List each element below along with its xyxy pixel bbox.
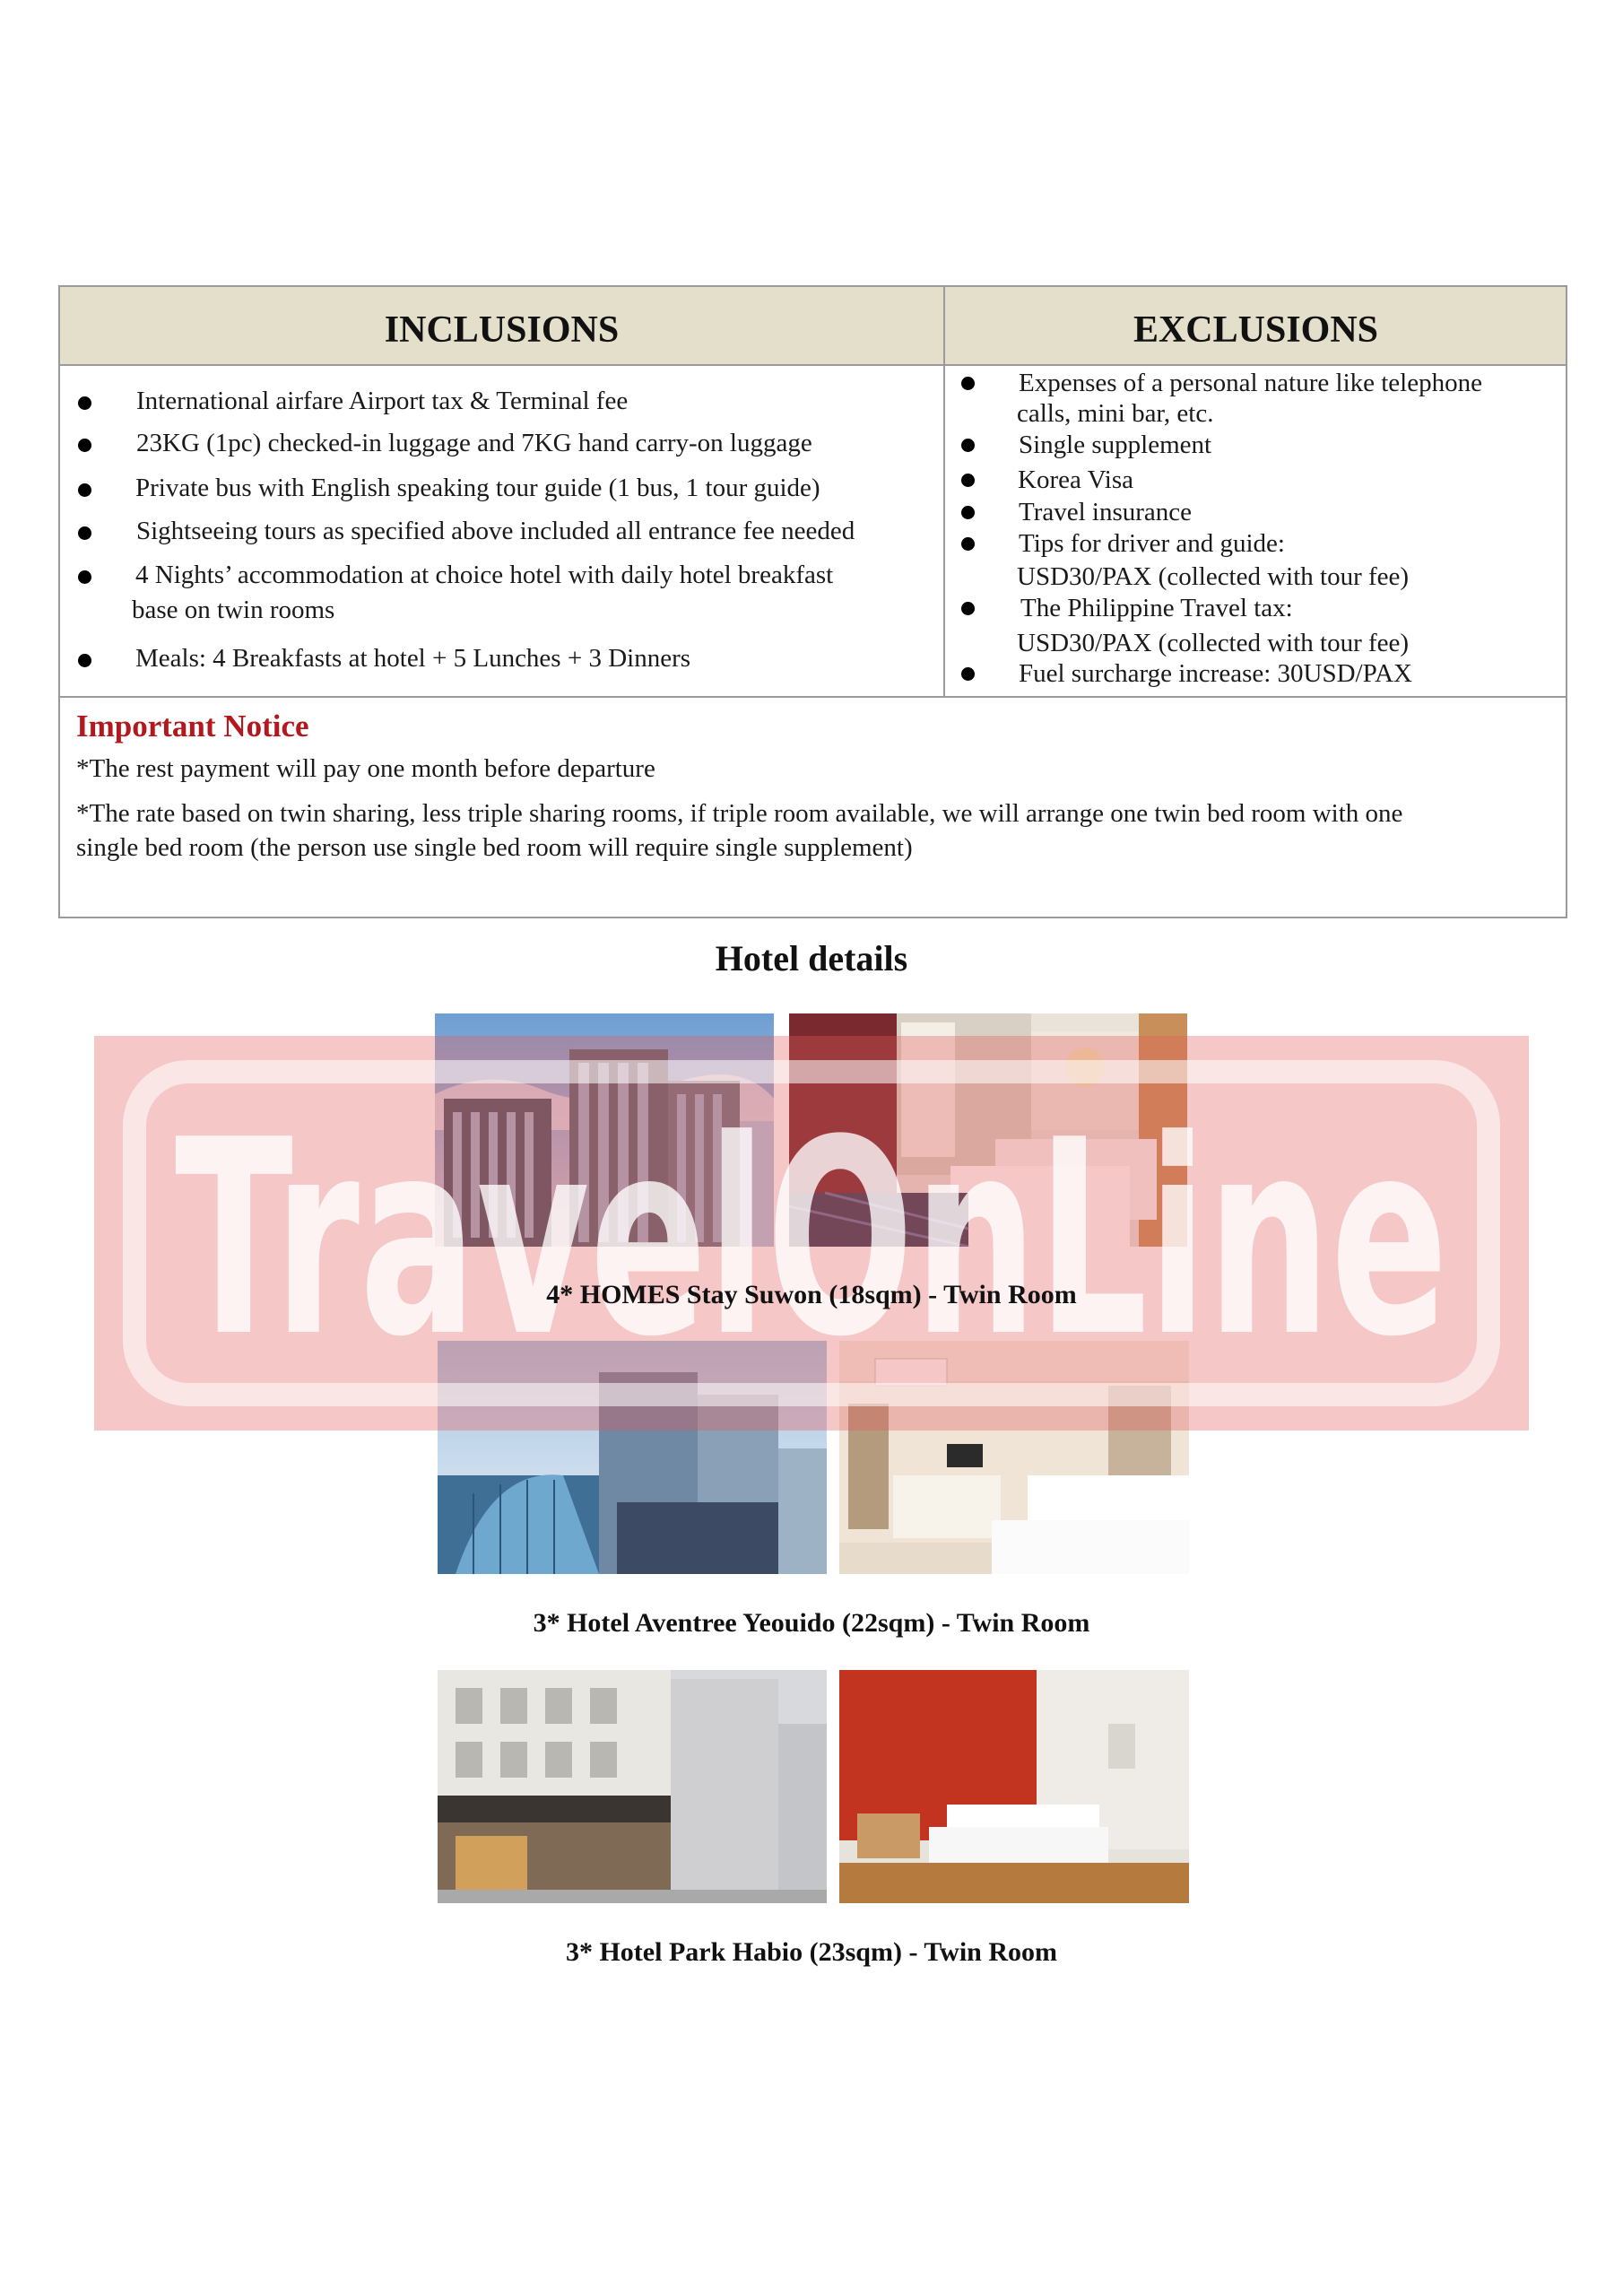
inclusions-list: International airfare Airport tax & Terminal fee 23KG (1pc) checked-in luggage and 7KG hand carry-on luggage Private bus with English speaking tour guide (1 bus, 1 tour guide) Sightseeing tours as specified above included all entrance fee needed 4 Nights’ accommodation at choice hotel with daily hotel breakfast base on twin rooms Meals: 4 Breakfasts at hotel + 5 Lunches + 3 Dinners: [78, 366, 939, 693]
bullet-icon: [961, 506, 975, 519]
bullet-icon: [961, 537, 975, 551]
hotel-exterior-photo: [438, 1670, 827, 1903]
hotel-caption: 4* HOMES Stay Suwon (18sqm) - Twin Room: [546, 1280, 1077, 1309]
bullet-icon: [78, 570, 91, 584]
hotel-room-photo: [839, 1341, 1189, 1574]
exclusions-heading: EXCLUSIONS: [1133, 309, 1379, 351]
bullet-icon: [78, 654, 91, 667]
row-divider: [60, 696, 1566, 698]
bullet-icon: [78, 396, 91, 410]
exclusions-list: Expenses of a personal nature like telephone calls, mini bar, etc. Single supplement Korea Visa Travel insurance Tips for driver and guide: USD30/PAX (collected with tour fee) The Philippine Travel tax: USD30/PAX (collected with tour fee) Fuel surcharge increase: 30USD/PAX: [961, 366, 1562, 696]
bullet-icon: [78, 483, 91, 497]
notice-line: single bed room (the person use single bed room will require single supplement): [76, 833, 913, 862]
bullet-icon: [78, 526, 91, 540]
inclusions-exclusions-table: [58, 285, 1567, 918]
hotel-details-title: Hotel details: [715, 938, 908, 978]
hotel-room-photo: [789, 1013, 1187, 1247]
notice-title: Important Notice: [76, 709, 309, 744]
bullet-icon: [78, 439, 91, 452]
hotel-caption: 3* Hotel Aventree Yeouido (22sqm) - Twin Room: [533, 1608, 1090, 1638]
bullet-icon: [961, 667, 975, 681]
notice-line: *The rate based on twin sharing, less triple sharing rooms, if triple room available, we will arrange one twin bed room with one: [76, 799, 1403, 828]
bullet-icon: [961, 602, 975, 615]
column-divider: [943, 287, 945, 696]
hotel-room-photo: [839, 1670, 1189, 1903]
hotel-exterior-photo: [435, 1013, 774, 1247]
bullet-icon: [961, 377, 975, 390]
inclusions-heading: INCLUSIONS: [384, 309, 620, 351]
table-header: [60, 287, 1566, 366]
hotel-caption: 3* Hotel Park Habio (23sqm) - Twin Room: [565, 1937, 1058, 1967]
bullet-icon: [961, 474, 975, 487]
hotel-exterior-photo: [438, 1341, 827, 1574]
bullet-icon: [961, 439, 975, 452]
svg-text:TravelOnLine: TravelOnLine: [175, 1083, 1449, 1396]
notice-line: *The rest payment will pay one month before departure: [76, 754, 655, 783]
